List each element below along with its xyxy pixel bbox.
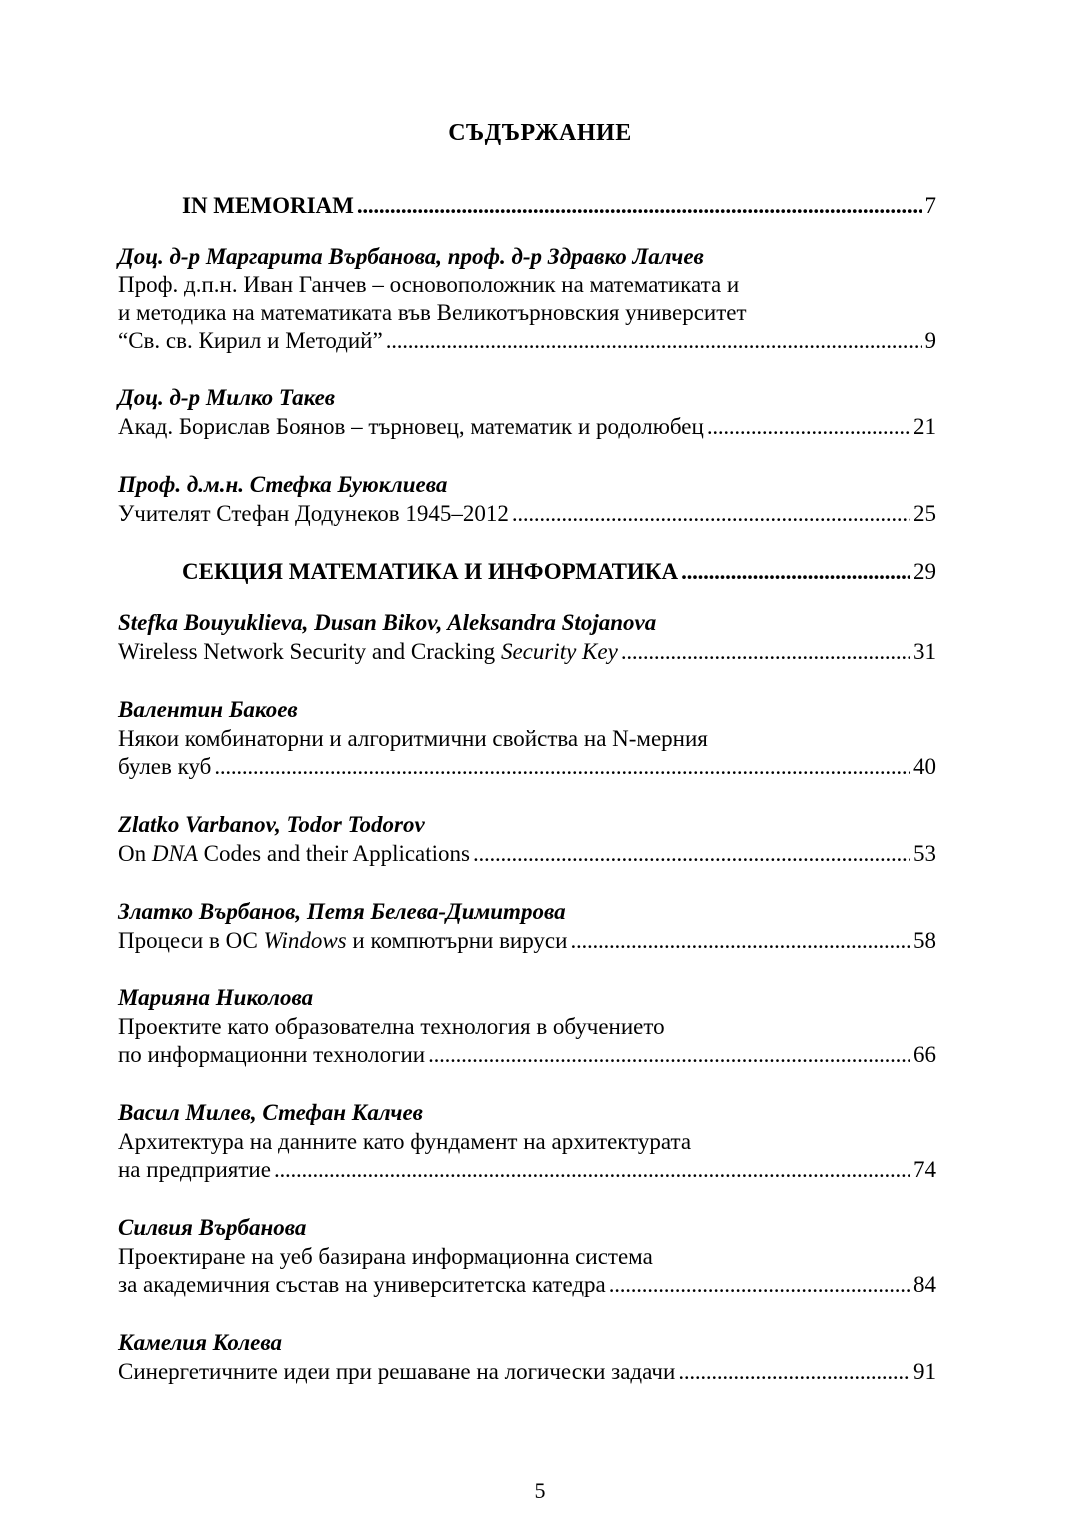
entry-title-line: за академичния състав на университетска катедра <box>118 1272 606 1297</box>
page-ref: 53 <box>913 841 936 866</box>
title-part: Процеси в ОС <box>118 928 264 953</box>
dot-leader <box>357 192 922 220</box>
entry-title-line[interactable]: Архитектура на данните като фундамент на архитектурата <box>118 1129 692 1154</box>
section-in-memoriam[interactable] <box>182 192 936 220</box>
entry-title-line: на предприятие <box>118 1157 271 1182</box>
dot-leader <box>428 1041 910 1069</box>
page-ref: 91 <box>913 1359 936 1384</box>
entry-authors: Васил Милев, Стефан Калчев <box>118 1100 423 1125</box>
entry-title-line[interactable]: Проф. д.п.н. Иван Ганчев – основоположник на математиката и <box>118 272 740 297</box>
entry-authors: Златко Върбанов, Петя Белева-Димитрова <box>118 899 566 924</box>
dot-leader <box>621 638 910 666</box>
entry-title-line <box>118 638 618 666</box>
toc-row[interactable] <box>118 500 936 528</box>
dot-leader <box>609 1271 910 1299</box>
dot-leader <box>570 927 910 955</box>
entry-authors: Zlatko Varbanov, Todor Todorov <box>118 812 425 837</box>
page-ref: 7 <box>924 193 936 218</box>
toc-row[interactable] <box>118 1358 936 1386</box>
entry-title-line: Акад. Борислав Боянов – търновец, математик и родолюбец <box>118 414 704 439</box>
entry-authors: Валентин Бакоев <box>118 697 298 722</box>
toc-row[interactable] <box>118 840 936 868</box>
entry-title-line: Синергетичните идеи при решаване на логически задачи <box>118 1359 676 1384</box>
toc-row[interactable] <box>118 927 936 955</box>
toc-row[interactable] <box>118 413 936 441</box>
entry-title-line: по информационни технологии <box>118 1042 426 1067</box>
dot-leader <box>214 753 910 781</box>
entry-title-line: булев куб <box>118 754 212 779</box>
page-ref: 84 <box>913 1272 936 1297</box>
entry-title-line[interactable]: и методика на математиката във Великотърновския университет <box>118 300 747 325</box>
entry-title-line <box>118 840 470 868</box>
title-part: Wireless Network Security and Cracking <box>118 639 501 664</box>
dot-leader <box>707 413 910 441</box>
title-part: On <box>118 841 152 866</box>
toc-row[interactable] <box>118 327 936 355</box>
title-part-italic: Windows <box>263 928 347 953</box>
entry-title-line: Учителят Стефан Додунеков 1945–2012 <box>118 501 509 526</box>
toc-row[interactable] <box>118 1041 936 1069</box>
page-number: 5 <box>534 1478 546 1503</box>
page-ref: 29 <box>913 559 936 584</box>
section-mathematics-informatics[interactable] <box>182 558 936 586</box>
dot-leader <box>473 840 910 868</box>
entry-title-line[interactable]: Проектите като образователна технология в обучението <box>118 1014 665 1039</box>
page-ref: 31 <box>913 639 936 664</box>
title-part: Codes and their Applications <box>197 841 471 866</box>
page-ref: 66 <box>913 1042 936 1067</box>
page-title: СЪДЪРЖАНИЕ <box>448 120 632 146</box>
page-ref: 40 <box>913 754 936 779</box>
toc-row[interactable] <box>118 1271 936 1299</box>
section-title: СЕКЦИЯ МАТЕМАТИКА И ИНФОРМАТИКА <box>182 559 679 584</box>
dot-leader <box>678 1358 910 1386</box>
entry-authors: Доц. д-р Милко Такев <box>118 385 336 410</box>
page-ref: 9 <box>924 328 936 353</box>
page-ref: 74 <box>913 1157 936 1182</box>
page-ref: 21 <box>913 414 936 439</box>
entry-title-line: “Св. св. Кирил и Методий” <box>118 328 383 353</box>
entry-authors: Марияна Николова <box>118 985 314 1010</box>
dot-leader <box>681 558 910 586</box>
dot-leader <box>512 500 910 528</box>
entry-authors: Силвия Върбанова <box>118 1215 307 1240</box>
title-part-italic: DNA <box>151 841 198 866</box>
toc-row[interactable] <box>118 638 936 666</box>
entry-title-line <box>118 927 567 955</box>
entry-authors: Проф. д.м.н. Стефка Буюклиева <box>118 472 448 497</box>
page-ref: 58 <box>913 928 936 953</box>
toc-row[interactable] <box>118 753 936 781</box>
entry-title-line[interactable]: Някои комбинаторни и алгоритмични свойства на N-мерния <box>118 726 708 751</box>
title-part: и компютърни вируси <box>346 928 568 953</box>
entry-authors: Камелия Колева <box>118 1330 282 1355</box>
page-ref: 25 <box>913 501 936 526</box>
toc-row[interactable] <box>118 1156 936 1184</box>
entry-authors: Доц. д-р Маргарита Върбанова, проф. д-р Здравко Лалчев <box>118 244 704 269</box>
entry-title-line[interactable]: Проектиране на уеб базирана информационна система <box>118 1244 653 1269</box>
dot-leader <box>274 1156 910 1184</box>
entry-authors: Stefka Bouyuklieva, Dusan Bikov, Aleksandra Stojanova <box>118 610 657 635</box>
title-part-italic: Security Key <box>500 639 618 664</box>
section-title: IN MEMORIAM <box>182 193 354 218</box>
dot-leader <box>386 327 922 355</box>
